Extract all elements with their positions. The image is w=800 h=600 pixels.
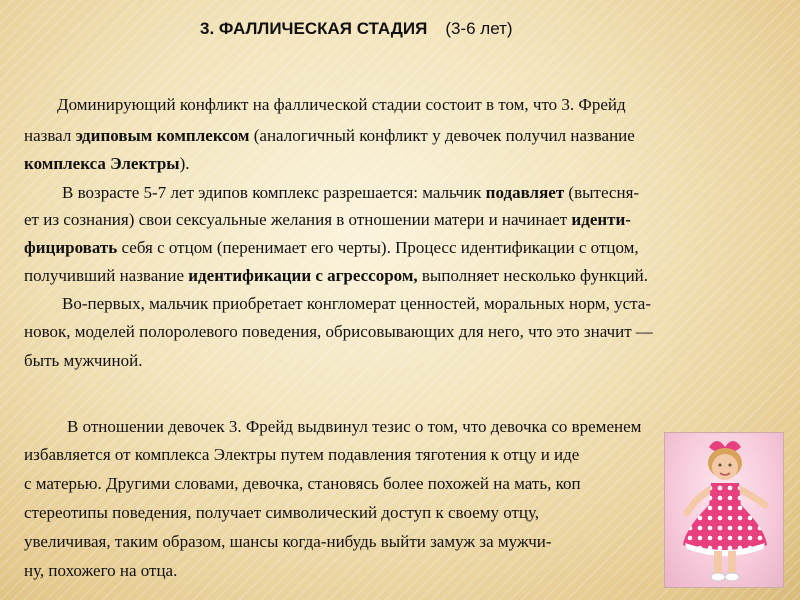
- term-identify: иденти-: [571, 210, 631, 229]
- text-run: получивший название: [24, 266, 189, 285]
- term-identify-cont: фицировать: [24, 238, 118, 257]
- term-oedipus: эдиповым комплексом: [75, 126, 250, 145]
- text-run: (вытесня-: [564, 183, 640, 202]
- text-run: с матерью. Другими словами, девочка, становясь более похожей на мать, коп: [24, 474, 581, 493]
- text-line: [67, 412, 641, 442]
- text-run: В возрасте 5-7 лет эдипов комплекс разрешается: мальчик: [62, 183, 486, 202]
- text-run: назвал: [24, 126, 76, 145]
- text-line: [62, 289, 651, 319]
- text-line: [24, 527, 552, 557]
- text-line: [24, 469, 581, 499]
- text-line: [24, 498, 539, 528]
- text-line: [24, 121, 635, 151]
- text-line: [57, 90, 626, 120]
- text-line: [24, 440, 579, 470]
- text-run: ет из сознания) свои сексуальные желания в отношении матери и начинает: [24, 210, 572, 229]
- term-suppresses: подавляет: [485, 183, 565, 202]
- text-line: [24, 317, 653, 347]
- text-run: ).: [179, 154, 190, 173]
- term-electra: комплекса Электры: [24, 154, 180, 173]
- girl-photo: [664, 432, 784, 588]
- text-line: [24, 346, 142, 376]
- text-run: стереотипы поведения, получает символический доступ к своему отцу,: [24, 503, 540, 522]
- term-aggressor: идентификации с агрессором,: [188, 266, 418, 285]
- text-run: новок, моделей полоролевого поведения, обрисовывающих для него, что это значит —: [24, 322, 653, 341]
- title-age-range: (3-6 лет): [445, 19, 513, 38]
- text-run: Доминирующий конфликт на фаллической стадии состоит в том, что 3. Фрейд: [57, 95, 626, 114]
- text-run: увеличивая, таким образом, шансы когда-нибудь выйти замуж за мужчи-: [24, 532, 552, 551]
- text-run: выполняет несколько функций.: [417, 266, 649, 285]
- girl-illustration: [665, 433, 783, 587]
- text-line: [24, 205, 631, 235]
- text-line: [24, 233, 639, 263]
- text-line: [62, 178, 639, 208]
- title-main: 3. ФАЛЛИЧЕСКАЯ СТАДИЯ: [200, 19, 428, 38]
- text-line: [24, 556, 177, 586]
- text-run: В отношении девочек 3. Фрейд выдвинул тезис о том, что девочка со временем: [67, 417, 642, 436]
- text-run: ну, похожего на отца.: [24, 561, 178, 580]
- text-run: (аналогичный конфликт у девочек получил название: [249, 126, 635, 145]
- text-run: себя с отцом (перенимает его черты). Процесс идентификации с отцом,: [117, 238, 639, 257]
- text-run: избавляется от комплекса Электры путем подавления тяготения к отцу и иде: [24, 445, 580, 464]
- text-run: Во-первых, мальчик приобретает конгломерат ценностей, моральных норм, уста-: [62, 294, 651, 313]
- slide-title: [200, 16, 513, 42]
- text-run: быть мужчиной.: [24, 351, 143, 370]
- text-line: [24, 261, 648, 291]
- text-line: [24, 149, 189, 179]
